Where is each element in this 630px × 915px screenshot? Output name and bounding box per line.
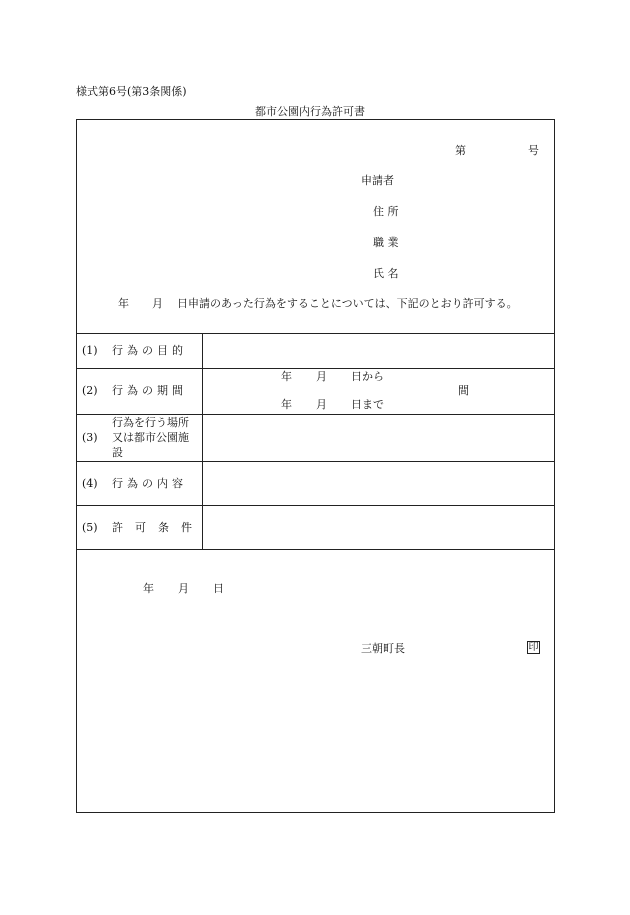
permit-statement: 日申請のあった行為をすることについては、下記のとおり許可する。	[177, 297, 518, 310]
divider-row3	[76, 461, 555, 462]
statement-year: 年	[118, 297, 129, 310]
row3-label-line3: 設	[112, 446, 123, 459]
statement-month: 月	[152, 297, 163, 310]
period-to-suffix: 日まで	[351, 398, 384, 411]
row3-label-line2: 又は都市公園施	[112, 431, 189, 444]
form-number: 様式第6号(第3条関係)	[76, 85, 187, 98]
row2-number: (2)	[82, 384, 98, 397]
column-divider	[202, 333, 203, 549]
row4-number: (4)	[82, 477, 98, 490]
divider-top	[76, 333, 555, 334]
footer-day: 日	[213, 582, 224, 595]
period-from-year: 年	[281, 370, 292, 383]
row3-number: (3)	[82, 431, 98, 444]
period-from-suffix: 日から	[351, 370, 384, 383]
name-label: 氏 名	[373, 267, 399, 280]
period-days-label: 間	[458, 384, 469, 397]
number-go: 号	[528, 144, 539, 157]
applicant-label: 申請者	[361, 174, 394, 187]
document-title: 都市公園内行為許可書	[255, 105, 365, 118]
issuer-name: 三朝町長	[361, 642, 405, 655]
form-frame	[76, 119, 555, 813]
address-label: 住 所	[373, 205, 399, 218]
divider-row1	[76, 368, 555, 369]
seal-mark: 印	[528, 642, 539, 653]
occupation-label: 職 業	[373, 236, 399, 249]
row5-number: (5)	[82, 521, 98, 534]
footer-month: 月	[178, 582, 189, 595]
row5-label: 許可条件	[112, 521, 204, 534]
divider-row2	[76, 414, 555, 415]
row1-label: 行為の目的	[112, 344, 187, 357]
number-dai: 第	[455, 144, 466, 157]
divider-row4	[76, 505, 555, 506]
period-to-year: 年	[281, 398, 292, 411]
period-to-month: 月	[316, 398, 327, 411]
row1-number: (1)	[82, 344, 98, 357]
footer-year: 年	[143, 582, 154, 595]
row2-label: 行為の期間	[112, 384, 187, 397]
period-from-month: 月	[316, 370, 327, 383]
row4-label: 行為の内容	[112, 477, 187, 490]
divider-row5	[76, 549, 555, 550]
row3-label-line1: 行為を行う場所	[112, 416, 189, 429]
